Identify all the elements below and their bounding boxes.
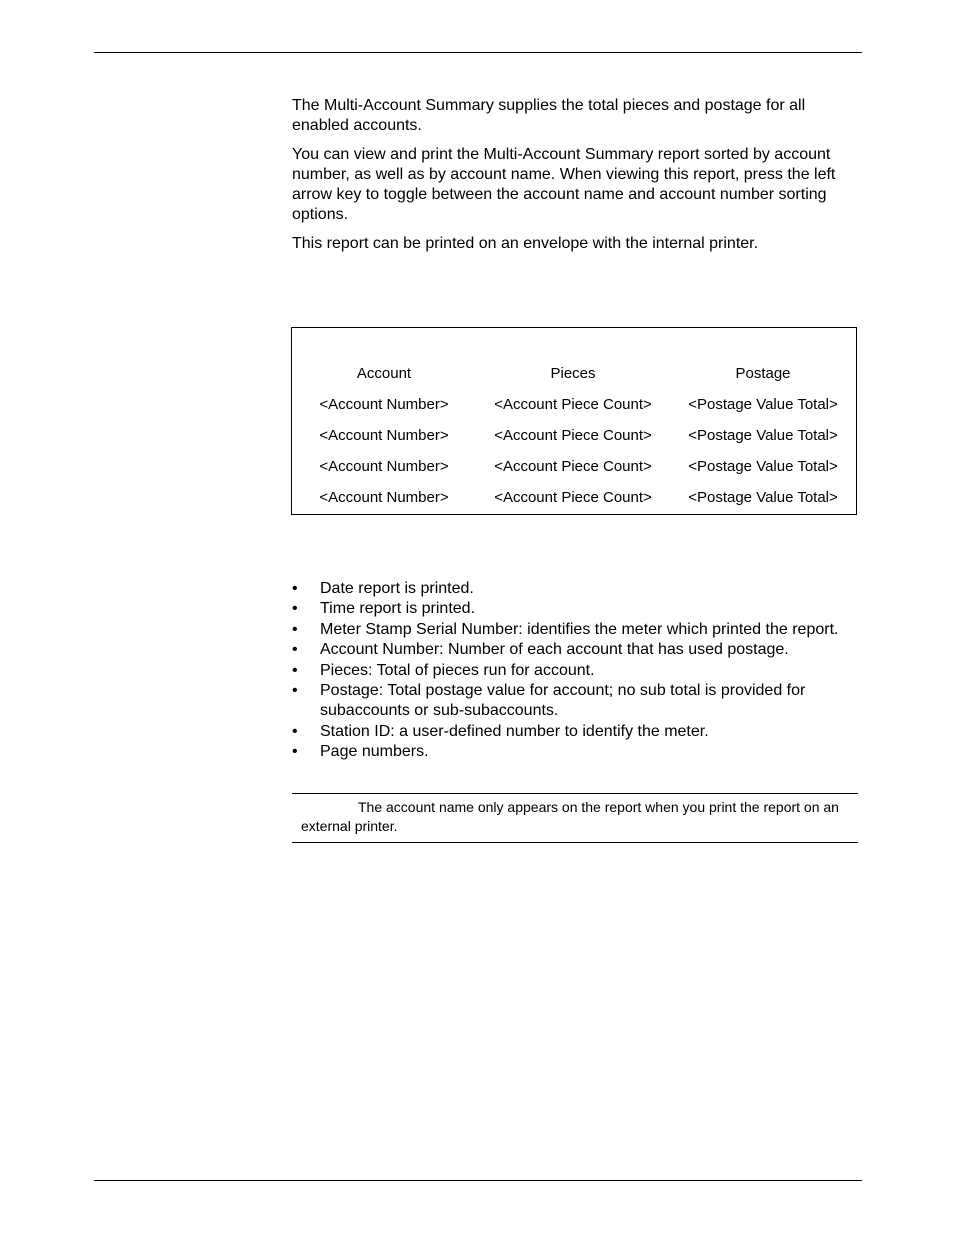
report-cell-account: <Account Number> [319, 427, 449, 444]
report-row [292, 395, 856, 415]
list-item-text: Pieces: Total of pieces run for account. [320, 661, 595, 679]
bullet-icon: • [292, 620, 298, 638]
report-cell-account: <Account Number> [319, 489, 449, 506]
note-text: The account name only appears on the report when you print the report on an external printer. [301, 799, 839, 834]
list-item [292, 599, 858, 619]
footer-rule [94, 1180, 862, 1181]
report-cell-postage: <Postage Value Total> [688, 458, 838, 475]
bullet-icon: • [292, 600, 298, 618]
report-header-row [292, 364, 856, 384]
list-item-text: Page numbers. [320, 743, 429, 761]
list-item-text: Station ID: a user-defined number to identify the meter. [320, 722, 709, 740]
report-contents-list [292, 579, 858, 763]
list-item-text: Date report is printed. [320, 580, 474, 597]
list-item [292, 620, 858, 640]
bullet-icon: • [292, 743, 298, 761]
report-row [292, 426, 856, 446]
bullet-icon: • [292, 682, 298, 700]
list-item [292, 661, 858, 681]
list-item [292, 722, 858, 742]
intro-section [292, 96, 858, 263]
list-item [292, 742, 858, 762]
note-box [292, 793, 858, 843]
bullet-icon: • [292, 722, 298, 740]
report-header-pieces: Pieces [550, 365, 596, 382]
intro-paragraph: You can view and print the Multi-Account Summary report sorted by account number, as well as by account name. When viewing this report, press the left arrow key to toggle between the account name and account number sorting options. [292, 146, 836, 223]
list-item-text: Time report is printed. [320, 600, 476, 618]
report-sample-box [291, 327, 857, 515]
list-item [292, 579, 858, 599]
bullet-icon: • [292, 641, 298, 659]
bullet-icon: • [292, 580, 298, 597]
report-header-postage: Postage [735, 365, 791, 382]
intro-paragraph: The Multi-Account Summary supplies the total pieces and postage for all enabled accounts. [292, 97, 806, 134]
report-row [292, 488, 856, 508]
report-cell-postage: <Postage Value Total> [688, 396, 838, 413]
intro-paragraph: This report can be printed on an envelope with the internal printer. [292, 235, 759, 252]
report-cell-pieces: <Account Piece Count> [494, 427, 652, 444]
report-cell-account: <Account Number> [319, 458, 449, 475]
report-cell-postage: <Postage Value Total> [688, 489, 838, 506]
report-header-account: Account [356, 365, 412, 382]
bullet-icon: • [292, 661, 298, 679]
list-item [292, 640, 858, 660]
list-item [292, 681, 858, 722]
report-cell-pieces: <Account Piece Count> [494, 458, 652, 475]
header-rule [94, 52, 862, 53]
report-cell-pieces: <Account Piece Count> [494, 396, 652, 413]
list-item-text: Postage: Total postage value for account; no sub total is provided for subaccounts or sub-subaccounts. [320, 682, 806, 720]
report-cell-pieces: <Account Piece Count> [494, 489, 652, 506]
list-item-text: Meter Stamp Serial Number: identifies the meter which printed the report. [320, 620, 839, 638]
list-item-text: Account Number: Number of each account that has used postage. [320, 641, 789, 659]
report-row [292, 457, 856, 477]
report-cell-account: <Account Number> [319, 396, 449, 413]
report-cell-postage: <Postage Value Total> [688, 427, 838, 444]
